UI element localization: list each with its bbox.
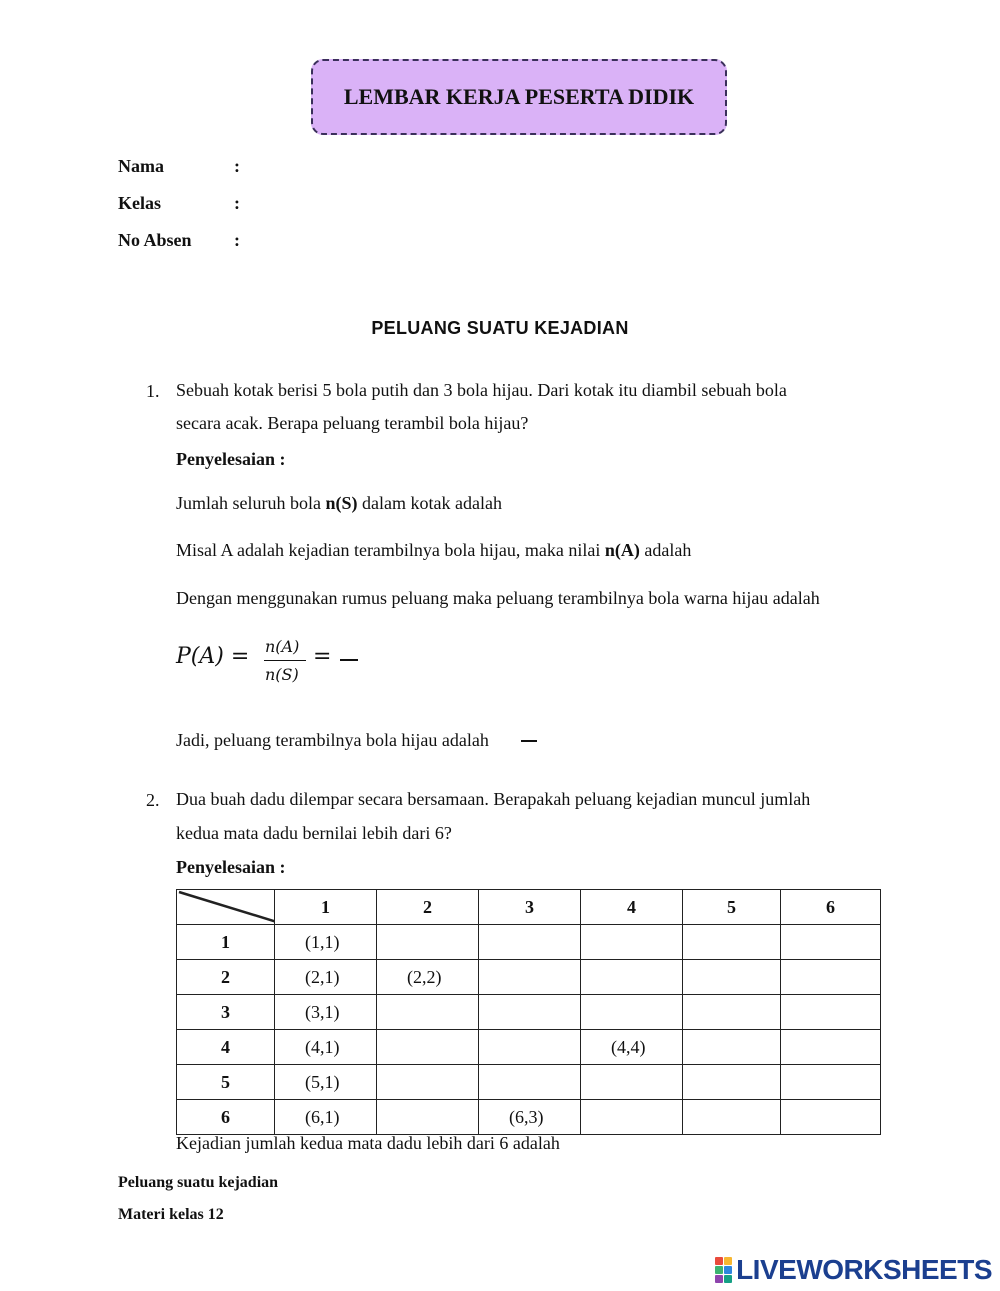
identity-label-kelas: Kelas bbox=[118, 193, 161, 213]
table-cell[interactable] bbox=[377, 925, 479, 960]
col-header: 3 bbox=[479, 890, 581, 925]
table-cell[interactable]: (2,1) bbox=[275, 960, 377, 995]
table-cell[interactable]: (5,1) bbox=[275, 1065, 377, 1100]
section-title: PELUANG SUATU KEJADIAN bbox=[371, 318, 629, 338]
identity-colon-absen: : bbox=[234, 230, 240, 250]
table-cell[interactable]: (2,2) bbox=[377, 960, 479, 995]
table-cell[interactable] bbox=[377, 995, 479, 1030]
step-2-na: n(A) bbox=[604, 540, 640, 560]
formula-denominator: n(S) bbox=[265, 665, 299, 684]
table-cell[interactable] bbox=[377, 1100, 479, 1135]
table-cell[interactable] bbox=[683, 960, 781, 995]
diagonal-divider bbox=[177, 890, 275, 924]
table-header-row bbox=[177, 890, 881, 925]
table-cell[interactable]: (4,4) bbox=[581, 1030, 683, 1065]
dice-outcome-table bbox=[176, 889, 881, 1135]
table-cell[interactable] bbox=[479, 1065, 581, 1100]
table-cell[interactable]: (6,1) bbox=[275, 1100, 377, 1135]
col-header: 1 bbox=[275, 890, 377, 925]
question-2-solution-label: Penyelesaian : bbox=[176, 857, 286, 877]
question-1-solution-label: Penyelesaian : bbox=[176, 449, 286, 469]
table-cell[interactable] bbox=[581, 960, 683, 995]
table-cell[interactable]: (6,3) bbox=[479, 1100, 581, 1135]
table-cell[interactable] bbox=[581, 1100, 683, 1135]
table-cell[interactable] bbox=[581, 995, 683, 1030]
formula-answer-blank bbox=[340, 659, 358, 661]
footer-line-2: Materi kelas 12 bbox=[118, 1206, 224, 1223]
table-cell[interactable]: (3,1) bbox=[275, 995, 377, 1030]
question-1-line-2: secara acak. Berapa peluang terambil bola hijau? bbox=[176, 413, 529, 433]
table-cell[interactable] bbox=[781, 995, 881, 1030]
table-row bbox=[177, 1100, 881, 1135]
identity-label-absen: No Absen bbox=[118, 230, 192, 250]
table-corner-cell bbox=[177, 890, 275, 925]
table-cell[interactable] bbox=[377, 1065, 479, 1100]
table-row bbox=[177, 995, 881, 1030]
question-1-step-1 bbox=[176, 494, 502, 512]
table-cell[interactable]: (1,1) bbox=[275, 925, 377, 960]
step-2-text-pre: Misal A adalah kejadian terambilnya bola hijau, maka nilai bbox=[176, 540, 605, 560]
col-header: 5 bbox=[683, 890, 781, 925]
formula-equals: = bbox=[313, 644, 332, 669]
worksheet-title-box bbox=[311, 59, 727, 135]
table-cell[interactable] bbox=[581, 925, 683, 960]
table-row bbox=[177, 960, 881, 995]
table-cell[interactable] bbox=[781, 1100, 881, 1135]
identity-label-nama: Nama bbox=[118, 156, 164, 176]
table-cell[interactable] bbox=[683, 1030, 781, 1065]
identity-colon-nama: : bbox=[234, 156, 240, 176]
question-1-step-2 bbox=[176, 541, 691, 559]
question-1-number: 1. bbox=[146, 381, 160, 401]
table-cell[interactable] bbox=[479, 1030, 581, 1065]
formula-lhs: P(A) = bbox=[176, 644, 250, 669]
row-header: 2 bbox=[177, 960, 275, 995]
row-header: 1 bbox=[177, 925, 275, 960]
table-cell[interactable] bbox=[781, 1065, 881, 1100]
question-2-number: 2. bbox=[146, 790, 160, 810]
row-header: 3 bbox=[177, 995, 275, 1030]
table-cell[interactable] bbox=[683, 1065, 781, 1100]
step-1-ns: n(S) bbox=[325, 493, 358, 513]
liveworksheets-wordmark: LIVEWORKSHEETS bbox=[736, 1254, 992, 1285]
question-1-line-1: Sebuah kotak berisi 5 bola putih dan 3 bola hijau. Dari kotak itu diambil sebuah bola bbox=[176, 380, 787, 400]
table-cell[interactable]: (4,1) bbox=[275, 1030, 377, 1065]
step-1-text-pre: Jumlah seluruh bola bbox=[176, 493, 326, 513]
row-header: 4 bbox=[177, 1030, 275, 1065]
table-cell[interactable] bbox=[683, 1100, 781, 1135]
question-1-step-3: Dengan menggunakan rumus peluang maka peluang terambilnya bola warna hijau adalah bbox=[176, 588, 820, 608]
question-2-line-2: kedua mata dadu bernilai lebih dari 6? bbox=[176, 823, 452, 843]
question-2-line-1: Dua buah dadu dilempar secara bersamaan. Berapakah peluang kejadian muncul jumlah bbox=[176, 789, 811, 809]
table-row bbox=[177, 1065, 881, 1100]
row-header: 6 bbox=[177, 1100, 275, 1135]
table-row bbox=[177, 925, 881, 960]
table-cell[interactable] bbox=[781, 925, 881, 960]
col-header: 2 bbox=[377, 890, 479, 925]
table-cell[interactable] bbox=[581, 1065, 683, 1100]
table-cell[interactable] bbox=[683, 925, 781, 960]
formula-fraction-bar bbox=[264, 660, 306, 661]
step-2-text-post: adalah bbox=[639, 540, 692, 560]
table-cell[interactable] bbox=[377, 1030, 479, 1065]
question-1-conclusion: Jadi, peluang terambilnya bola hijau adalah bbox=[176, 730, 489, 750]
row-header: 5 bbox=[177, 1065, 275, 1100]
table-cell[interactable] bbox=[479, 925, 581, 960]
identity-colon-kelas: : bbox=[234, 193, 240, 213]
step-1-text-post: dalam kotak adalah bbox=[357, 493, 502, 513]
liveworksheets-logo[interactable] bbox=[715, 1254, 992, 1286]
conclusion-answer-blank bbox=[521, 740, 537, 742]
formula-numerator: n(A) bbox=[265, 637, 300, 656]
question-2-after-table: Kejadian jumlah kedua mata dadu lebih dari 6 adalah bbox=[176, 1133, 560, 1153]
col-header: 4 bbox=[581, 890, 683, 925]
table-cell[interactable] bbox=[479, 995, 581, 1030]
liveworksheets-logo-icon bbox=[715, 1257, 732, 1283]
table-row bbox=[177, 1030, 881, 1065]
table-cell[interactable] bbox=[479, 960, 581, 995]
col-header: 6 bbox=[781, 890, 881, 925]
worksheet-title: LEMBAR KERJA PESERTA DIDIK bbox=[343, 84, 695, 109]
table-cell[interactable] bbox=[781, 960, 881, 995]
table-cell[interactable] bbox=[683, 995, 781, 1030]
footer-line-1: Peluang suatu kejadian bbox=[118, 1174, 279, 1191]
table-cell[interactable] bbox=[781, 1030, 881, 1065]
